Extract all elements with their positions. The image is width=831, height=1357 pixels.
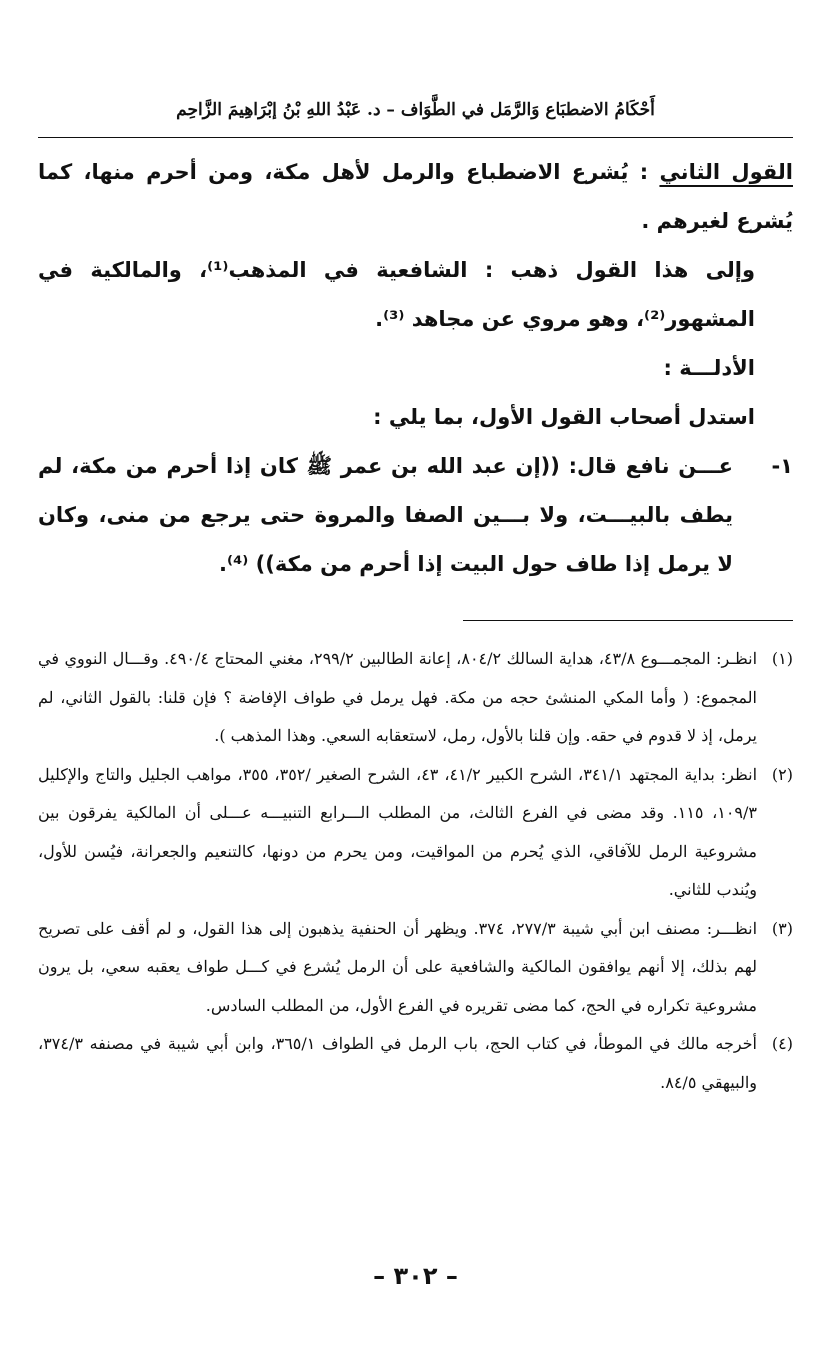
paragraph-adherents: وإلى هذا القول ذهب : الشافعية في المذهب⁽¹⁾، والمالكية في المشهور⁽²⁾، وهو مروي عن مجاهد ⁽³⁾.	[38, 258, 755, 331]
footnote-text: انظـــر: مصنف ابن أبي شيبة ٢٧٧/٣، ٣٧٤. ويظهر أن الحنفية يذهبون إلى هذا القول، و لم أقف على تصريح لهم بذلك، إلا أنهم يوافقون المالكية والشافعية على أن الرمل يُشرع في كـــل طواف يعقبه سعي، بل يرون مشروعية تكراره في الحج، كما مضى تقريره في الفرع الأول، من المطلب السادس.	[38, 918, 758, 1015]
footnote-text: أخرجه مالك في الموطأ، في كتاب الحج، باب الرمل في الطواف ٣٦٥/١، وابن أبي شيبة في مصنفه ٣٧٤/٣، والبيهقي ٨٤/٥.	[38, 1034, 757, 1092]
evidence-item-text: عـــن نافع قال: ((إن عبد الله بن عمر ﷺ كان إذا أحرم من مكة، لم يطف بالبيـــت، ولا بـــين الصفا والمروة حتى يرجع من منى، وكان لا يرمل إذا طاف حول البيت إذا أحرم من مكة)) ⁽⁴⁾.	[38, 454, 733, 576]
second-opinion-text: : يُشرع الاضطباع والرمل لأهل مكة، ومن أحرم منها، كما يُشرع لغيرهم .	[38, 160, 793, 233]
paragraph-second-opinion	[38, 148, 793, 246]
evidence-item-number: ١-	[771, 454, 793, 478]
evidence-item-1	[38, 442, 793, 589]
running-header: أَحْكَامُ الاضطبَاع وَالرَّمَل في الطَّوَاف – د. عَبْدُ اللهِ بْنُ إبْرَاهِيمَ الزَّاحِم	[176, 100, 655, 120]
footnote-number: (٢)	[771, 764, 793, 784]
footnote-1	[38, 640, 793, 756]
paragraph-evidence-intro: استدل أصحاب القول الأول، بما يلي :	[373, 405, 755, 429]
page-number: – ٣٠٢ –	[373, 1262, 458, 1290]
footnote-3	[38, 910, 793, 1026]
footnote-2	[38, 756, 793, 910]
second-opinion-label: القول الثاني	[659, 160, 793, 184]
evidence-heading: الأدلـــة :	[663, 356, 755, 380]
footnote-number: (٤)	[771, 1034, 793, 1053]
footnote-text: انظر: بداية المجتهد ٣٤١/١، الشرح الكبير ٤١/٢، ٤٣، الشرح الصغير /٣٥٢، ٣٥٥، مواهب الجليل والتاج والإكليل ١٠٩/٣، ١١٥. وقد مضى في الفرع الثالث، من المطلب الـــرابع التنبيـــه عـــلى أن المالكية يفرقون بين مشروعية الرمل للآفاقي، الذي يُحرم من المواقيت، ومن يحرم من دونها، كالتنعيم والجعرانة، فيُسن للأول، ويُندب للثاني.	[38, 764, 758, 899]
footnote-separator	[463, 620, 793, 621]
header-rule	[38, 137, 793, 138]
footnote-number: (١)	[771, 649, 793, 668]
footnote-4	[38, 1025, 793, 1102]
footnotes	[38, 640, 793, 1102]
footnote-text: انظـر: المجمـــوع ٤٣/٨، هداية السالك ٨٠٤/٢، إعانة الطالبين ٢٩٩/٢، مغني المحتاج ٤٩٠/٤. وقـــال النووي في المجموع: ( وأما المكي المنشئ حجه من مكة. فهل يرمل في طواف الإفاضة ؟ فإن قلنا: بالقول الثاني، لم يرمل، إذ لا قدوم في حقه. وإن قلنا بالأول، رمل، لاستعقابه السعي. وهذا المذهب ).	[38, 649, 758, 745]
main-text	[38, 148, 793, 589]
footnote-number: (٣)	[771, 918, 793, 938]
